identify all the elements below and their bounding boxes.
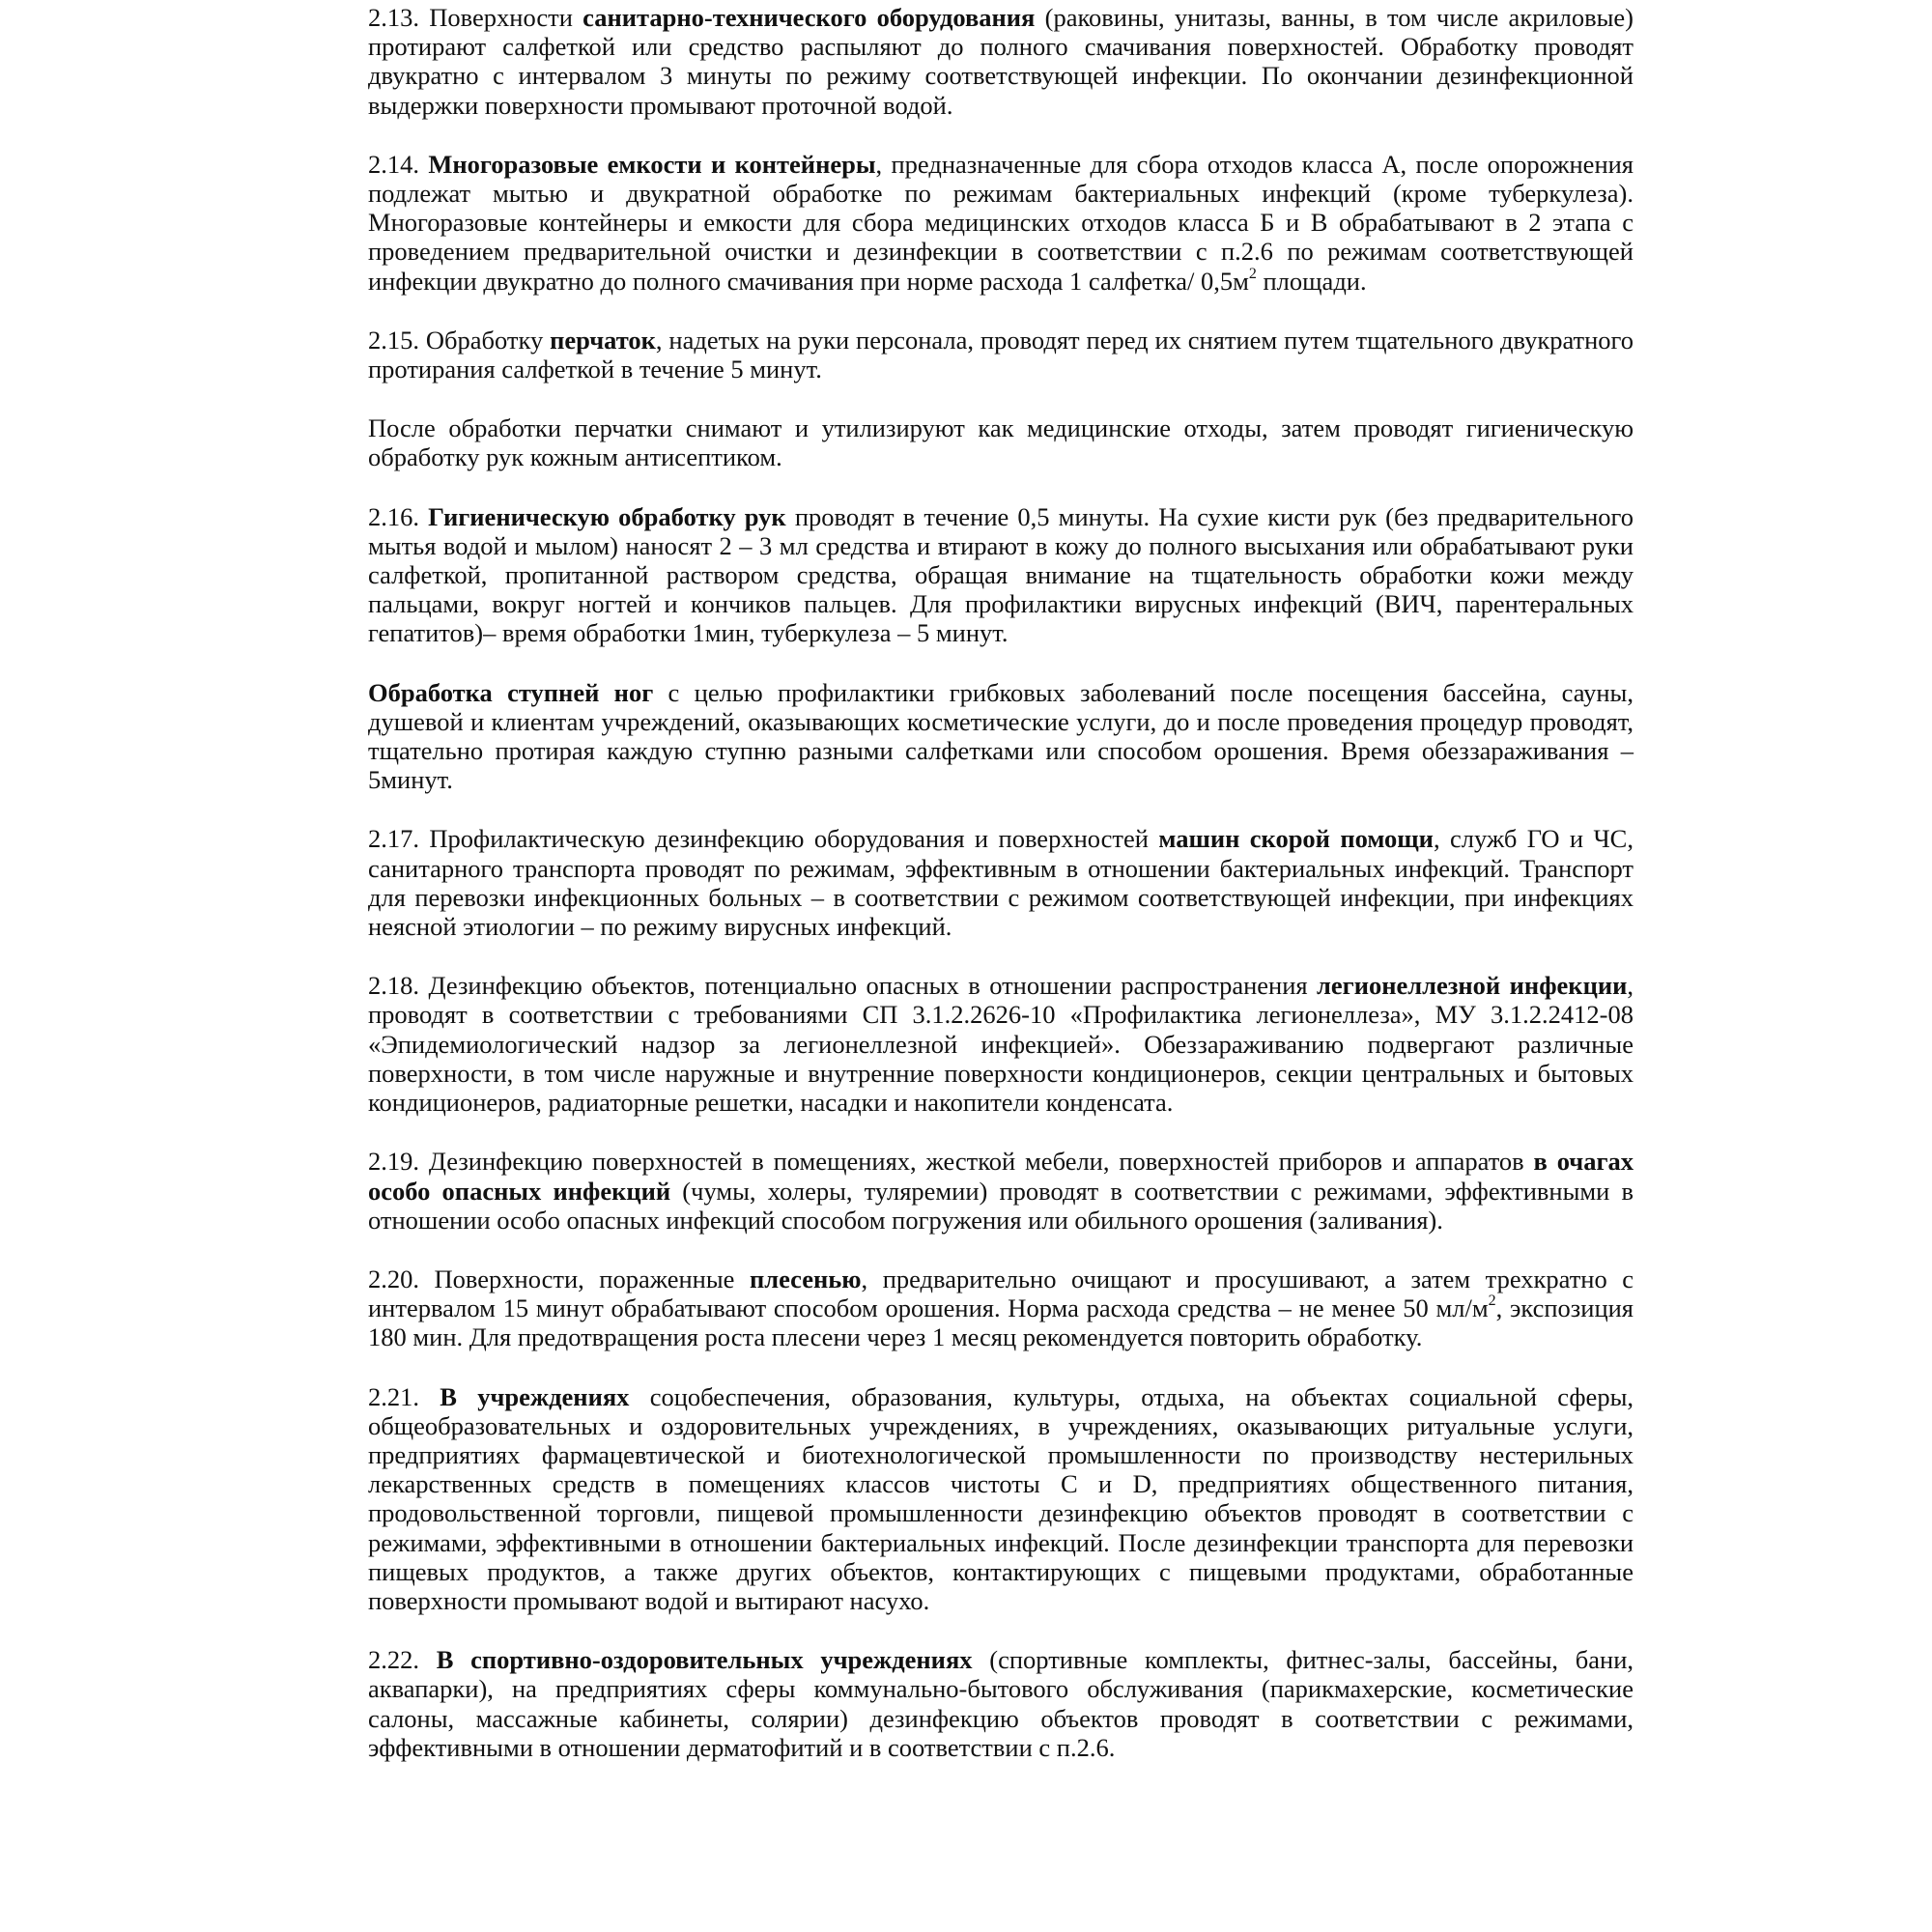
text-segment: 2.21. <box>368 1381 440 1411</box>
paragraph-2-13 <box>368 3 1634 120</box>
paragraph-2-15 <box>368 326 1634 384</box>
text-segment: 2.13. Поверхности <box>368 3 583 32</box>
paragraph-2-15-after <box>368 413 1634 471</box>
document-body <box>368 3 1634 1762</box>
bold-term: В учреждениях <box>440 1381 630 1411</box>
text-segment: , проводят в соответствии с требованиями СП 3.1.2.2626-10 «Профилактика легионеллеза», МУ 3.1.2.2412-08 «Эпидемиологический надзор за легионеллезной инфекцией». Обеззараживанию подвергают различные поверхности, в том числе наружные и внутренние поверхности кондиционеров, секции центральных и бытовых кондиционеров, радиаторные решетки, насадки и накопители конденсата. <box>368 971 1634 1118</box>
text-segment: 2.22. <box>368 1645 437 1675</box>
bold-term: Гигиеническую обработку рук <box>428 501 786 531</box>
text-segment: После обработки перчатки снимают и утилизируют как медицинские отходы, затем проводят гигиеническую обработку рук кожным антисептиком. <box>368 413 1634 472</box>
paragraph-2-22 <box>368 1645 1634 1762</box>
bold-term: плесенью <box>749 1264 862 1293</box>
paragraph-2-16 <box>368 502 1634 648</box>
bold-term: санитарно-технического оборудования <box>582 3 1036 32</box>
text-segment: (раковины, унитазы, ванны, в том числе акриловые) протирают салфеткой или средство распыляют до полного смачивания поверхностей. Обработку проводят двукратно с интервалом 3 минуты по режиму соответствующей инфекции. По окончании дезинфекционной выдержки поверхности промывают проточной водой. <box>368 3 1634 120</box>
text-segment: , надетых на руки персонала, проводят перед их снятием путем тщательного двукратного протирания салфеткой в течение 5 минут. <box>368 325 1634 384</box>
text-segment: 2.15. Обработку <box>368 325 551 355</box>
bold-term: в очагах особо опасных инфекций <box>368 1147 1634 1206</box>
text-segment: 2.19. Дезинфекцию поверхностей в помещениях, жесткой мебели, поверхностей приборов и аппаратов <box>368 1147 1534 1177</box>
text-segment: , служб ГО и ЧС, санитарного транспорта проводят по режимам, эффективным в отношении бактериальных инфекций. Транспорт для перевозки инфекционных больных – в соответствии с режимом соответствующей инфекции, при инфекциях неясной этиологии – по режиму вирусных инфекций. <box>368 824 1634 942</box>
text-segment: с целью профилактики грибковых заболеваний после посещения бассейна, сауны, душевой и клиентам учреждений, оказывающих косметические услуги, до и после проведения процедур проводят, тщательно протирая каждую ступню разными салфетками или способом орошения. Время обеззараживания – 5минут. <box>368 677 1634 795</box>
paragraph-2-17 <box>368 824 1634 941</box>
text-segment: , предназначенные для сбора отходов класса А, после опорожнения подлежат мытью и двукратной обработке по режимам бактериальных инфекций (кроме туберкулеза). Многоразовые контейнеры и емкости для сбора медицинских отходов класса Б и В обрабатывают в 2 этапа с проведением предварительной очистки и дезинфекции в соответствии с п.2.6 по режимам соответствующей инфекции двукратно до полного смачивания при норме расхода 1 салфетка/ 0,5м <box>368 149 1634 296</box>
text-segment: 2.16. <box>368 501 429 531</box>
paragraph-2-20 <box>368 1264 1634 1352</box>
bold-term: Обработка ступней ног <box>368 677 654 707</box>
text-segment: , экспозиция 180 мин. Для предотвращения роста плесени через 1 месяц рекомендуется повторить обработку. <box>368 1293 1634 1352</box>
paragraph-2-21 <box>368 1382 1634 1616</box>
paragraph-2-14 <box>368 150 1634 296</box>
bold-term: машин скорой помощи <box>1158 824 1434 854</box>
text-segment: соцобеспечения, образования, культуры, отдыха, на объектах социальной сферы, общеобразовательных и оздоровительных учреждениях, в учреждениях, оказывающих ритуальные услуги, предприятиях фармацевтической и биотехнологической промышленности по производству нестерильных лекарственных средств в помещениях классов чистоты С и D, предприятиях общественного питания, продовольственной торговли, пищевой промышленности дезинфекцию объектов проводят в соответствии с режимами, эффективными в отношении бактериальных инфекций. После дезинфекции транспорта для перевозки пищевых продуктов, а также других объектов, контактирующих с пищевыми продуктами, обработанные поверхности промывают водой и вытирают насухо. <box>368 1381 1634 1615</box>
text-segment: 2.14. <box>368 149 429 179</box>
bold-term: В спортивно-оздоровительных учреждениях <box>436 1645 973 1675</box>
superscript: 2 <box>1488 1293 1496 1310</box>
text-segment: (чумы, холеры, туляремии) проводят в соответствии с режимами, эффективными в отношении особо опасных инфекций способом погружения или обильного орошения (заливания). <box>368 1176 1634 1235</box>
paragraph-feet <box>368 678 1634 795</box>
text-segment: , предварительно очищают и просушивают, а затем трехкратно с интервалом 15 минут обрабатывают способом орошения. Норма расхода средства – не менее 50 мл/м <box>368 1264 1634 1323</box>
text-segment: площади. <box>1256 266 1367 296</box>
bold-term: перчаток <box>550 325 656 355</box>
text-segment: (спортивные комплекты, фитнес-залы, бассейны, бани, аквапарки), на предприятиях сферы коммунально-бытового обслуживания (парикмахерские, косметические салоны, массажные кабинеты, солярии) дезинфекцию объектов проводят в соответствии с режимами, эффективными в отношении дерматофитий и в соответствии с п.2.6. <box>368 1645 1634 1762</box>
paragraph-2-18 <box>368 971 1634 1117</box>
text-segment: проводят в течение 0,5 минуты. На сухие кисти рук (без предварительного мытья водой и мылом) наносят 2 – 3 мл средства и втирают в кожу до полного высыхания или обрабатывают руки салфеткой, пропитанной раствором средства, обращая внимание на тщательность обработки кожи между пальцами, вокруг ногтей и кончиков пальцев. Для профилактики вирусных инфекций (ВИЧ, парентеральных гепатитов)– время обработки 1мин, туберкулеза – 5 минут. <box>368 501 1634 648</box>
paragraph-2-19 <box>368 1147 1634 1235</box>
superscript: 2 <box>1248 265 1257 282</box>
bold-term: Многоразовые емкости и контейнеры <box>428 149 876 179</box>
bold-term: легионеллезной инфекции <box>1317 971 1628 1001</box>
text-segment: 2.18. Дезинфекцию объектов, потенциально опасных в отношении распространения <box>368 971 1318 1001</box>
text-segment: 2.17. Профилактическую дезинфекцию оборудования и поверхностей <box>368 824 1159 854</box>
text-segment: 2.20. Поверхности, пораженные <box>368 1264 750 1293</box>
